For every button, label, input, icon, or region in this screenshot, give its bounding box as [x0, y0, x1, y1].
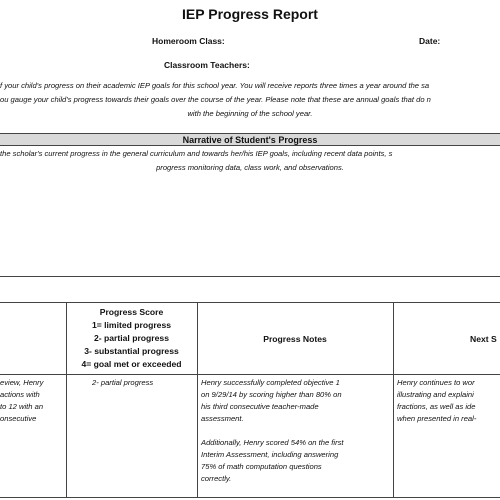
next-step-line: fractions, as well as ide [397, 402, 476, 411]
progress-note-line: Interim Assessment, including answering [201, 450, 339, 459]
progress-note-line: correctly. [201, 474, 232, 483]
progress-score-header-title: Progress Score [99, 307, 164, 317]
progress-note-line: his third consecutive teacher-made [201, 402, 319, 411]
narrative-line-1: the scholar's current progress in the general curriculum and towards her/his IEP goals, including recent data points, s [0, 149, 393, 158]
narrative-line-2: progress monitoring data, class work, and observations. [156, 163, 344, 172]
classroom-teachers-label: Classroom Teachers: [164, 60, 250, 70]
progress-score-level-4: 4= goal met or exceeded [81, 359, 182, 369]
progress-notes-header: Progress Notes [263, 334, 327, 344]
progress-score-level-1: 1= limited progress [91, 320, 172, 330]
table-column-divider-3 [393, 302, 394, 497]
next-steps-cell [397, 377, 476, 425]
narrative-heading: Narrative of Student's Progress [0, 133, 500, 146]
goal-description-line: onsecutive [0, 414, 37, 423]
table-header-divider [0, 374, 500, 375]
intro-line-1: f your child's progress on their academic IEP goals for this school year. You will receive reports three times a year around the sa [0, 81, 430, 90]
progress-note-line: assessment. [201, 414, 244, 423]
progress-notes-cell [201, 377, 344, 485]
table-top-border [0, 302, 500, 303]
goal-description-line: eview, Henry [0, 378, 44, 387]
progress-note-line: 75% of math computation questions [201, 462, 322, 471]
next-step-line: Henry continues to wor [397, 378, 475, 387]
narrative-box-bottom-border [0, 276, 500, 277]
next-step-line: when presented in real- [397, 414, 477, 423]
intro-line-3: with the beginning of the school year. [187, 109, 313, 118]
homeroom-class-label: Homeroom Class: [152, 36, 225, 46]
progress-score-level-2: 2- partial progress [94, 333, 169, 343]
progress-score-value: 2- partial progress [92, 378, 154, 387]
table-column-divider-2 [197, 302, 198, 497]
progress-note-line: on 9/29/14 by scoring higher than 80% on [201, 390, 342, 399]
progress-score-level-3: 3- substantial progress [84, 346, 179, 356]
report-title: IEP Progress Report [182, 6, 318, 22]
date-label: Date: [419, 36, 441, 46]
goal-description-cell [0, 377, 43, 425]
table-bottom-border [0, 497, 500, 498]
next-steps-header: Next S [470, 334, 497, 344]
intro-line-2: ou gauge your child's progress towards their goals over the course of the year. Please note that these are annual goals that do n [0, 95, 431, 104]
goal-description-line: actions with [0, 390, 40, 399]
progress-note-line: Henry successfully completed objective 1 [201, 378, 340, 387]
goal-description-line: to 12 with an [0, 402, 44, 411]
progress-note-line: Additionally, Henry scored 54% on the first [201, 438, 344, 447]
next-step-line: illustrating and explaini [397, 390, 474, 399]
progress-score-header [66, 306, 197, 371]
progress-note-spacer [201, 425, 344, 437]
